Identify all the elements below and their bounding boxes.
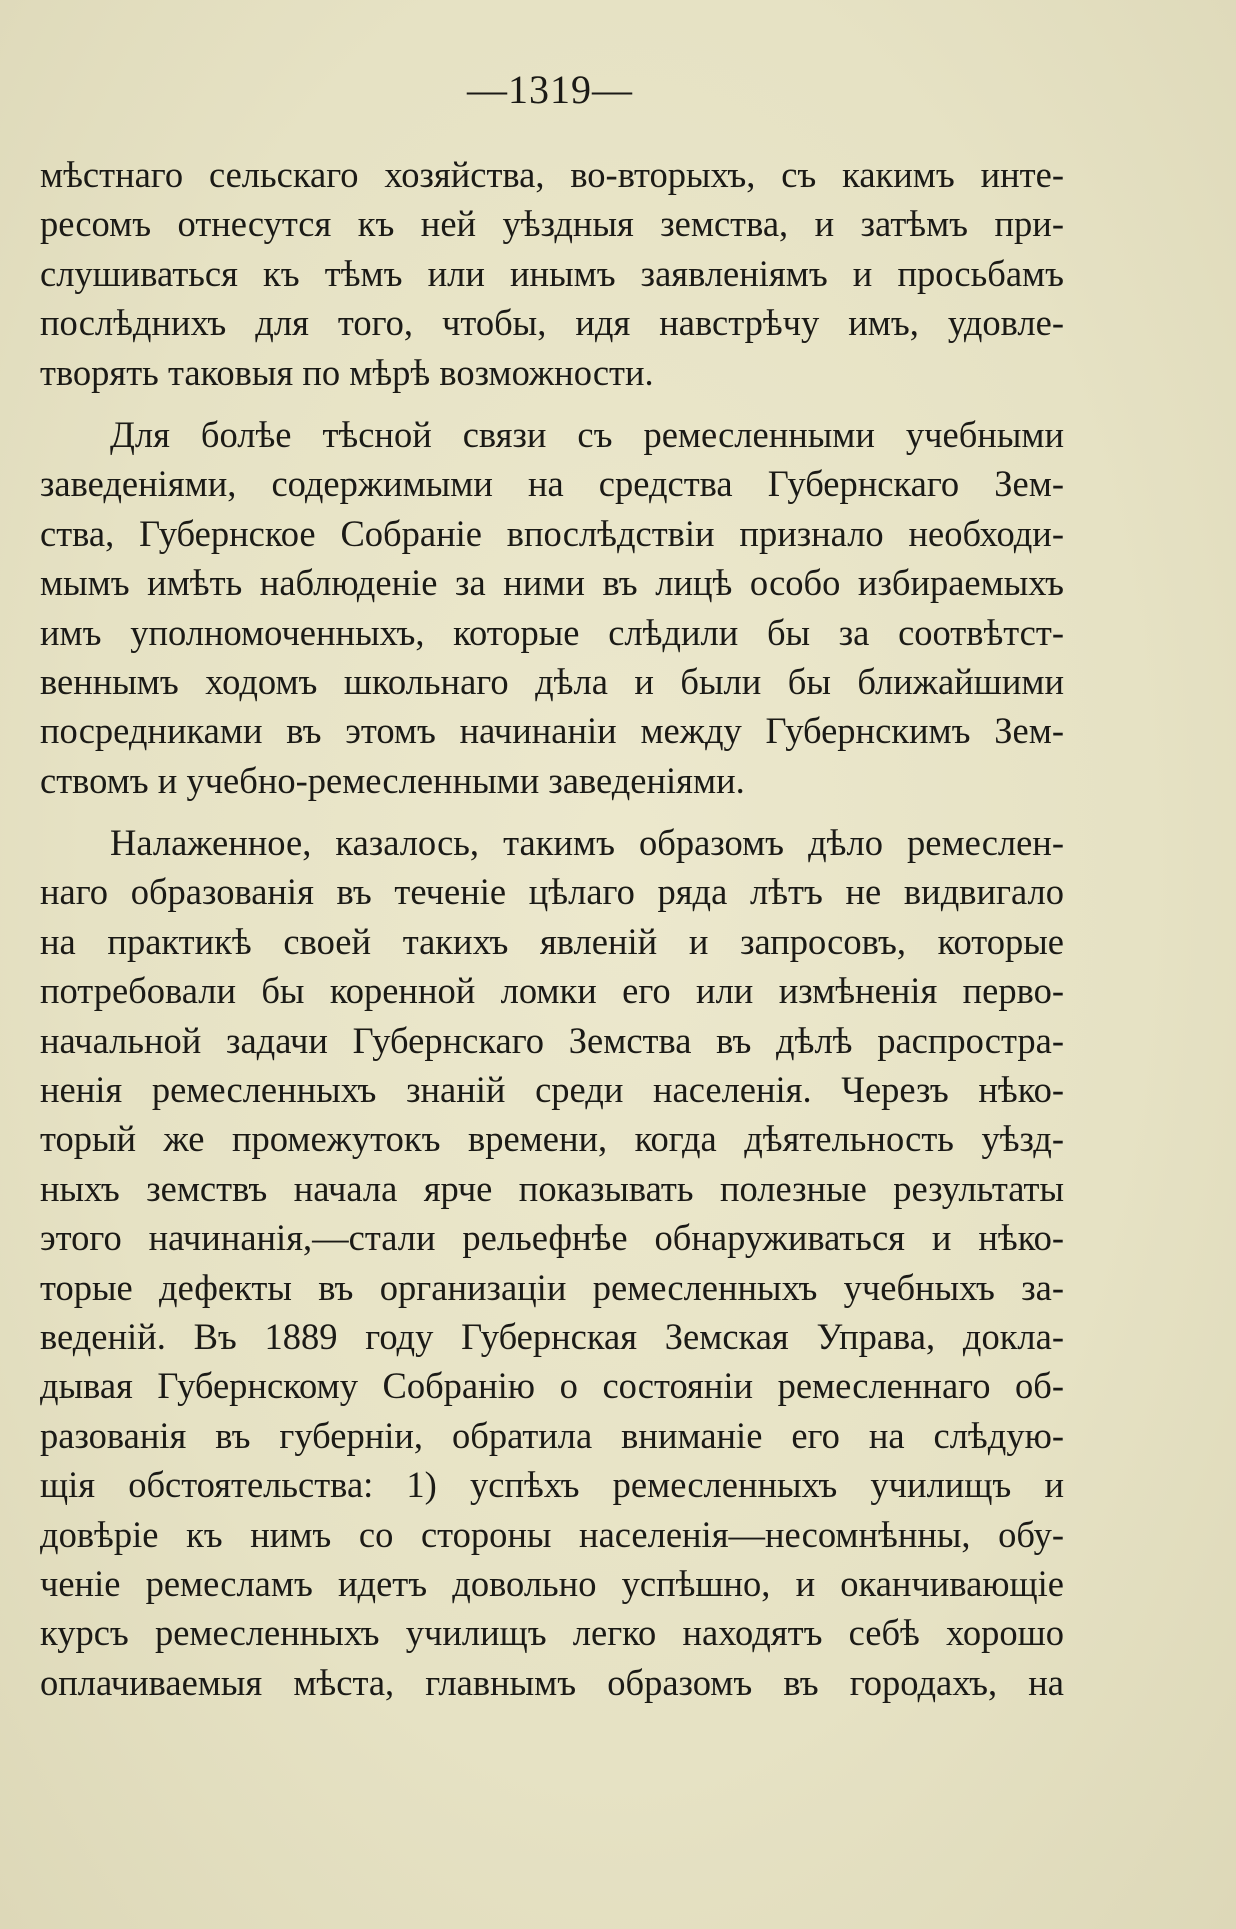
text-line: ныхъ земствъ начала ярче показывать полезные результаты	[40, 1167, 1064, 1209]
text-line: дывая Губернскому Собранію о состояніи ремесленнаго об-	[40, 1365, 1064, 1407]
text-line: курсъ ремесленныхъ училищъ легко находятъ себѣ хорошо	[40, 1612, 1064, 1654]
text-line: на практикѣ своей такихъ явленій и запросовъ, которые	[40, 920, 1064, 962]
text-line: посредниками въ этомъ начинаніи между Губернскимъ Зем-	[40, 710, 1064, 752]
text-line: ченіе ремесламъ идетъ довольно успѣшно, и оканчивающіе	[40, 1562, 1064, 1604]
text-line: имъ уполномоченныхъ, которые слѣдили бы за соотвѣтст-	[40, 611, 1064, 653]
body-text	[40, 150, 1064, 1707]
text-line: творять таковыя по мѣрѣ возможности.	[40, 351, 654, 393]
text-line: ресомъ отнесутся къ ней уѣздныя земства, и затѣмъ при-	[40, 203, 1064, 245]
text-line: оплачиваемыя мѣста, главнымъ образомъ въ городахъ, на	[40, 1661, 1064, 1703]
text-line: Налаженное, казалось, такимъ образомъ дѣло ремеслен-	[110, 822, 1064, 864]
paragraph-1	[40, 150, 1064, 397]
text-line: ства, Губернское Собраніе впослѣдствіи признало необходи-	[40, 512, 1064, 554]
text-line: ствомъ и учебно-ремесленными заведеніями.	[40, 759, 745, 801]
page-number: —1319—	[467, 67, 633, 112]
paragraph-2	[40, 410, 1064, 805]
text-line: торые дефекты въ организаціи ремесленныхъ учебныхъ за-	[40, 1266, 1064, 1308]
text-line: веденій. Въ 1889 году Губернская Земская Управа, докла-	[40, 1315, 1064, 1357]
text-line: ненія ремесленныхъ знаній среди населенія. Черезъ нѣко-	[40, 1069, 1064, 1111]
paragraph-gap	[40, 397, 1064, 410]
text-line: мымъ имѣть наблюденіе за ними въ лицѣ особо избираемыхъ	[40, 562, 1064, 604]
text-line: этого начинанія,—стали рельефнѣе обнаруживаться и нѣко-	[40, 1217, 1064, 1259]
text-line: щія обстоятельства: 1) успѣхъ ремесленныхъ училищъ и	[40, 1464, 1064, 1506]
paragraph-3	[40, 818, 1064, 1707]
text-line: потребовали бы коренной ломки его или измѣненія перво-	[40, 970, 1064, 1012]
paragraph-gap	[40, 805, 1064, 818]
text-line: довѣріе къ нимъ со стороны населенія—несомнѣнны, обу-	[40, 1513, 1064, 1555]
text-line: начальной задачи Губернскаго Земства въ дѣлѣ распростра-	[40, 1019, 1064, 1061]
text-line: Для болѣе тѣсной связи съ ремесленными учебными	[110, 413, 1064, 455]
text-line: веннымъ ходомъ школьнаго дѣла и были бы ближайшими	[40, 660, 1064, 702]
text-line: разованія въ губерніи, обратила вниманіе его на слѣдую-	[40, 1414, 1064, 1456]
text-line: торый же промежутокъ времени, когда дѣятельность уѣзд-	[40, 1118, 1064, 1160]
text-line: наго образованія въ теченіе цѣлаго ряда лѣтъ не видвигало	[40, 871, 1064, 913]
text-line: слушиваться къ тѣмъ или инымъ заявленіямъ и просьбамъ	[40, 252, 1064, 294]
text-line: заведеніями, содержимыми на средства Губернскаго Зем-	[40, 463, 1064, 505]
text-line: послѣднихъ для того, чтобы, идя навстрѣчу имъ, удовле-	[40, 302, 1064, 344]
text-line: мѣстнаго сельскаго хозяйства, во-вторыхъ, съ какимъ инте-	[40, 154, 1064, 195]
